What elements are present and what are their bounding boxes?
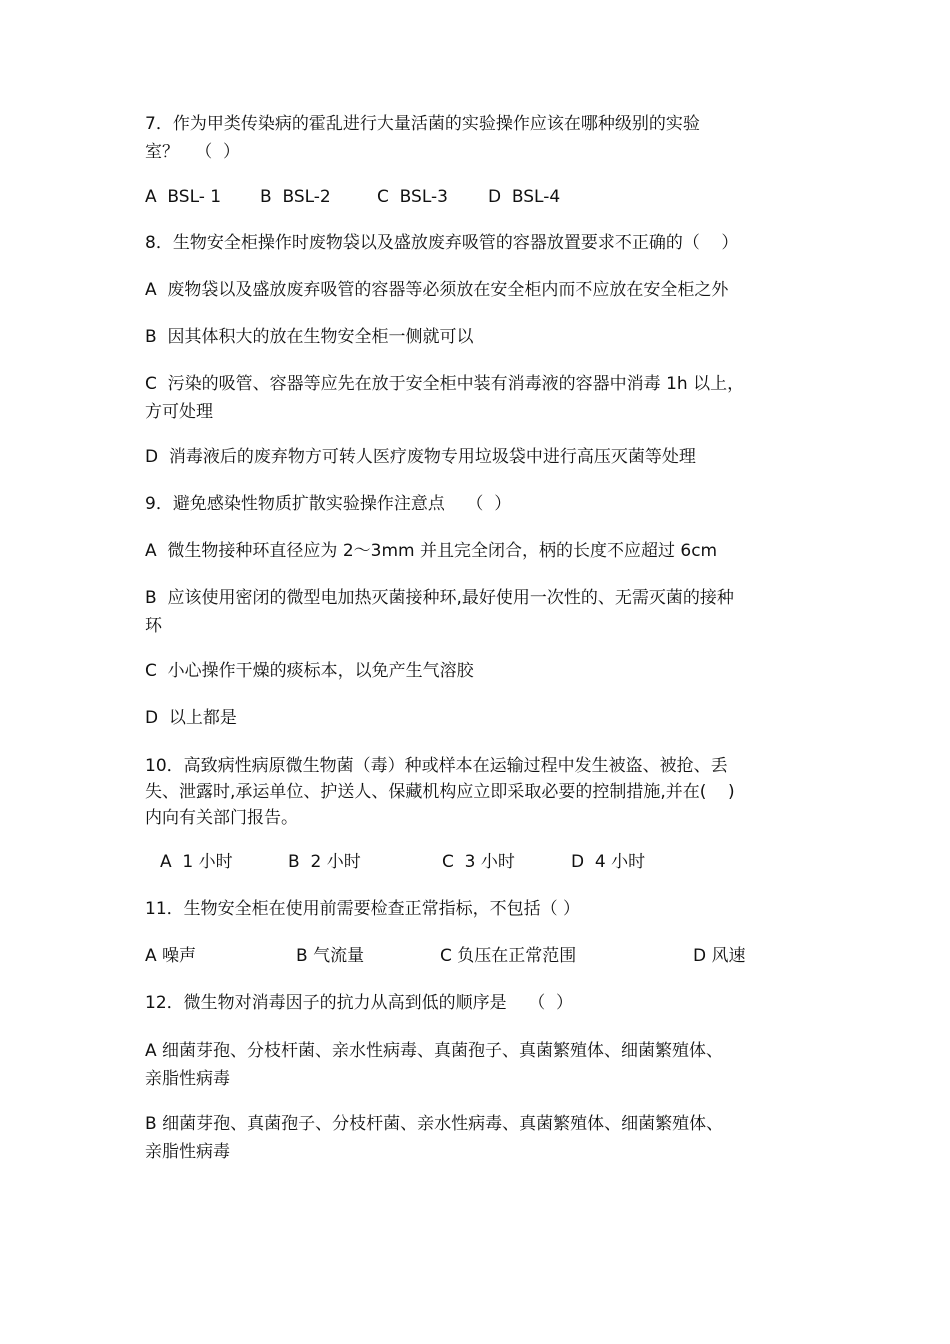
q8-option-b: B 因其体积大的放在生物安全柜一侧就可以 [145, 327, 474, 347]
q10-stem-line-1: 10．高致病性病原微生物菌（毒）种或样本在运输过程中发生被盗、被抢、丢 [145, 756, 728, 776]
q9-stem-line-1: 9．避免感染性物质扩散实验操作注意点 （ ） [145, 494, 512, 514]
q10-stem-line-3: 内向有关部门报告。 [145, 808, 298, 828]
q12-stem-line-1: 12．微生物对消毒因子的抗力从高到低的顺序是 （ ） [145, 993, 574, 1013]
q9-option-a: A 微生物接种环直径应为 2～3mm 并且完全闭合，柄的长度不应超过 6cm [145, 541, 718, 561]
q8-stem-line-1: 8．生物安全柜操作时废物袋以及盛放废弃吸管的容器放置要求不正确的（ ） [145, 233, 739, 253]
q11-option-a: A 噪声 [145, 946, 197, 966]
q7-options [145, 183, 825, 211]
q7-option-d: D BSL-4 [488, 187, 561, 207]
q8-option-d: D 消毒液后的废弃物方可转人医疗废物专用垃圾袋中进行高压灭菌等处理 [145, 447, 696, 467]
q11-stem-line-1: 11．生物安全柜在使用前需要检查正常指标，不包括（ ） [145, 899, 581, 919]
q7-option-b: B BSL-2 [260, 187, 331, 207]
q10-option-c: C 3 小时 [442, 852, 515, 872]
q8-option-c-line-2: 方可处理 [145, 402, 213, 422]
q11-option-b: B 气流量 [296, 946, 365, 966]
q9-option-c: C 小心操作干燥的痰标本，以免产生气溶胶 [145, 661, 474, 681]
q11-option-c: C 负压在正常范围 [440, 946, 577, 966]
q8-option-c-line-1: C 污染的吸管、容器等应先在放于安全柜中装有消毒液的容器中消毒 1h 以上， [145, 374, 745, 394]
q10-options [145, 848, 825, 876]
q9-option-b-line-1: B 应该使用密闭的微型电加热灭菌接种环,最好使用一次性的、无需灭菌的接种 [145, 588, 734, 608]
q10-stem-line-2: 失、泄露时,承运单位、护送人、保藏机构应立即采取必要的控制措施,并在( ) [145, 782, 735, 802]
q10-option-a: A 1 小时 [160, 852, 233, 872]
q9-option-b-line-2: 环 [145, 616, 162, 636]
q11-option-d: D 风速 [693, 946, 746, 966]
q8-option-a: A 废物袋以及盛放废弃吸管的容器等必须放在安全柜内而不应放在安全柜之外 [145, 280, 729, 300]
q10-option-b: B 2 小时 [288, 852, 361, 872]
q12-option-a-line-2: 亲脂性病毒 [145, 1069, 230, 1089]
q7-stem-line-2: 室？ （ ） [145, 142, 241, 162]
q7-option-a: A BSL- 1 [145, 187, 222, 207]
q10-option-d: D 4 小时 [571, 852, 646, 872]
q7-stem-line-1: 7．作为甲类传染病的霍乱进行大量活菌的实验操作应该在哪种级别的实验 [145, 114, 700, 134]
q12-option-b-line-1: B 细菌芽孢、真菌孢子、分枝杆菌、亲水性病毒、真菌繁殖体、细菌繁殖体、 [145, 1114, 724, 1134]
q12-option-b-line-2: 亲脂性病毒 [145, 1142, 230, 1162]
q12-option-a-line-1: A 细菌芽孢、分枝杆菌、亲水性病毒、真菌孢子、真菌繁殖体、细菌繁殖体、 [145, 1041, 724, 1061]
q11-options [145, 942, 825, 970]
q7-option-c: C BSL-3 [377, 187, 448, 207]
q9-option-d: D 以上都是 [145, 708, 237, 728]
